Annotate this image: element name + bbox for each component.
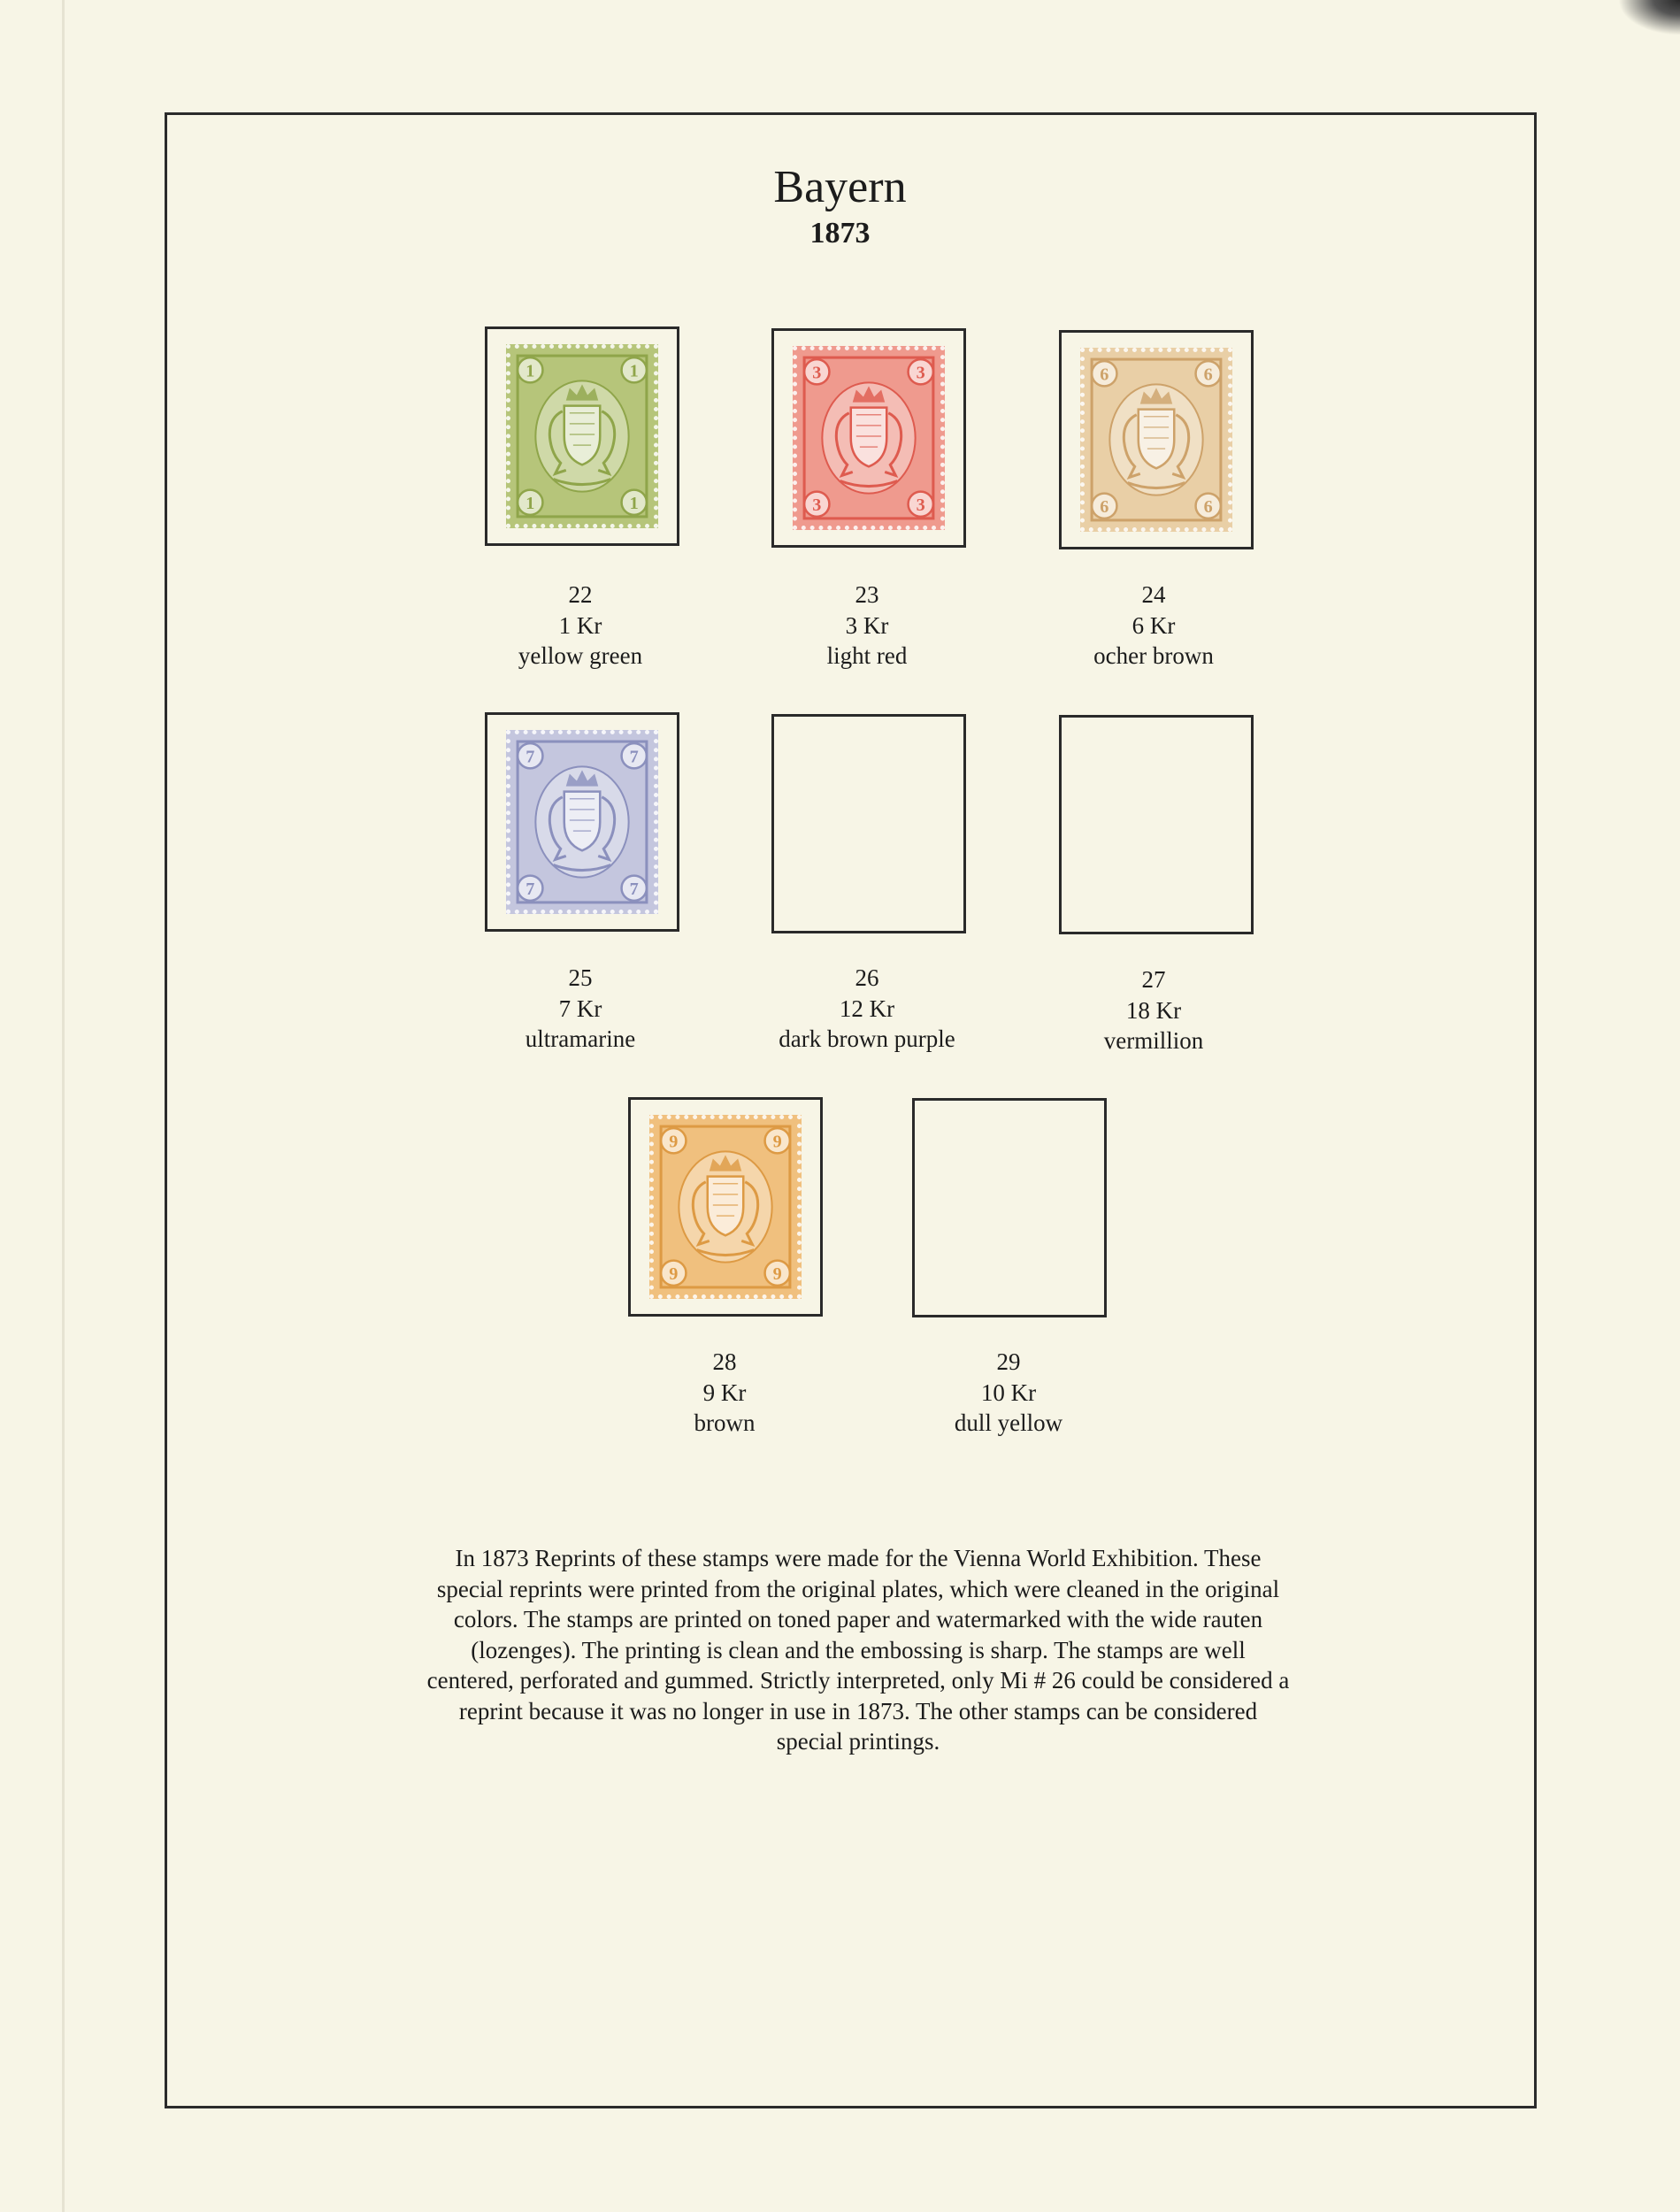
stamp-image — [1080, 348, 1232, 532]
catalog-number: 27 — [1141, 966, 1166, 993]
catalog-number: 26 — [855, 964, 879, 991]
svg-text:1: 1 — [629, 493, 639, 513]
color-name: light red — [826, 642, 908, 669]
svg-text:7: 7 — [629, 747, 639, 767]
svg-text:6: 6 — [1203, 496, 1213, 517]
catalog-number: 24 — [1141, 581, 1166, 608]
description-paragraph — [354, 1543, 1362, 1757]
svg-text:1: 1 — [525, 493, 535, 513]
stamp-slot-28[interactable] — [628, 1097, 823, 1317]
description-line: reprint because it was no longer in use in 1873. The other stamps can be considered — [458, 1697, 1258, 1724]
svg-text:1: 1 — [525, 361, 535, 381]
face-value: 3 Kr — [845, 611, 889, 639]
bavarian-coat-of-arms-icon — [510, 349, 654, 524]
svg-text:6: 6 — [1100, 496, 1109, 517]
color-name: brown — [694, 1409, 756, 1436]
stamp-caption — [734, 963, 1000, 1055]
svg-text:9: 9 — [669, 1263, 679, 1284]
svg-text:3: 3 — [812, 495, 822, 515]
svg-text:3: 3 — [916, 495, 925, 515]
svg-text:6: 6 — [1203, 365, 1213, 385]
stamp-image — [649, 1115, 802, 1299]
bavarian-coat-of-arms-icon — [797, 350, 940, 526]
catalog-number: 25 — [568, 964, 593, 991]
face-value: 7 Kr — [558, 995, 602, 1022]
svg-text:9: 9 — [772, 1263, 782, 1284]
svg-text:3: 3 — [812, 363, 822, 383]
face-value: 1 Kr — [558, 611, 602, 639]
stamp-image — [506, 730, 658, 914]
svg-text:3: 3 — [916, 363, 925, 383]
description-line: centered, perforated and gummed. Strictly interpreted, only Mi # 26 could be considered a — [426, 1667, 1290, 1694]
face-value: 12 Kr — [839, 995, 895, 1022]
face-value: 6 Kr — [1132, 611, 1176, 639]
description-line: special printings. — [776, 1728, 940, 1755]
color-name: vermillion — [1103, 1027, 1204, 1054]
catalog-number: 28 — [712, 1348, 737, 1375]
face-value: 10 Kr — [980, 1379, 1037, 1406]
stamp-caption — [1021, 964, 1286, 1056]
svg-text:9: 9 — [772, 1132, 782, 1152]
bavarian-coat-of-arms-icon — [510, 734, 654, 910]
page-title: Bayern — [773, 162, 907, 212]
stamp-caption — [1021, 580, 1286, 672]
face-value: 18 Kr — [1125, 996, 1182, 1024]
stamp-slot-24[interactable] — [1059, 330, 1254, 549]
color-name: yellow green — [518, 642, 643, 669]
svg-text:6: 6 — [1100, 365, 1109, 385]
stamp-caption — [448, 580, 713, 672]
catalog-number: 23 — [855, 581, 879, 608]
color-name: dark brown purple — [779, 1025, 955, 1052]
page-year: 1873 — [809, 217, 871, 250]
stamp-slot-26[interactable] — [771, 714, 966, 933]
stamp-caption — [448, 963, 713, 1055]
page-edge — [62, 0, 65, 2212]
stamp-caption — [734, 580, 1000, 672]
bavarian-coat-of-arms-icon — [654, 1119, 797, 1294]
stamp-caption — [592, 1347, 857, 1439]
face-value: 9 Kr — [702, 1379, 747, 1406]
description-line: colors. The stamps are printed on toned paper and watermarked with the wide rauten — [453, 1606, 1263, 1632]
svg-text:1: 1 — [629, 361, 639, 381]
svg-text:9: 9 — [669, 1132, 679, 1152]
color-name: ultramarine — [525, 1025, 636, 1052]
stamp-slot-25[interactable] — [485, 712, 679, 932]
color-name: dull yellow — [954, 1409, 1063, 1436]
stamp-slot-22[interactable] — [485, 326, 679, 546]
bavarian-coat-of-arms-icon — [1085, 352, 1228, 527]
svg-text:7: 7 — [525, 879, 535, 899]
scan-corner-shadow — [1618, 0, 1680, 35]
stamp-slot-23[interactable] — [771, 328, 966, 548]
catalog-number: 29 — [996, 1348, 1021, 1375]
catalog-number: 22 — [568, 581, 593, 608]
stamp-slot-27[interactable] — [1059, 715, 1254, 934]
description-line: special reprints were printed from the original plates, which were cleaned in the original — [436, 1575, 1280, 1602]
color-name: ocher brown — [1093, 642, 1214, 669]
stamp-caption — [876, 1347, 1141, 1439]
stamp-image — [793, 346, 945, 530]
description-line: In 1873 Reprints of these stamps were made for the Vienna World Exhibition. These — [455, 1545, 1262, 1571]
svg-text:7: 7 — [525, 747, 535, 767]
description-line: (lozenges). The printing is clean and the embossing is sharp. The stamps are well — [471, 1636, 1246, 1663]
stamp-image — [506, 344, 658, 528]
svg-text:7: 7 — [629, 879, 639, 899]
stamp-slot-29[interactable] — [912, 1098, 1107, 1317]
